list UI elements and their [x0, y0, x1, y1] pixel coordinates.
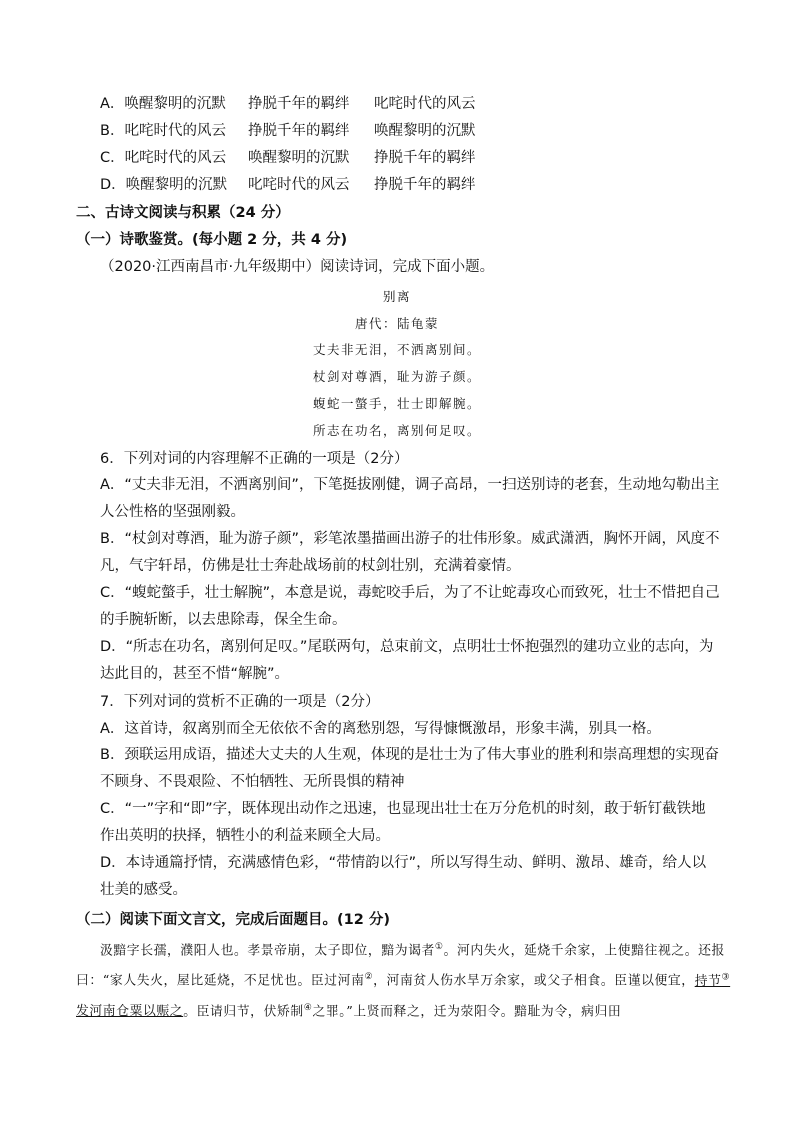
- poem-author: 唐代：陆龟蒙: [354, 316, 439, 331]
- q7-option-c: C．“一”字和“即”字，既体现出动作之迅速，也显现出壮士在万分危机的时刻，敢于斩钉截铁地作出英明的抉择，牺牲小的利益来顾全大局。: [100, 801, 706, 844]
- subsection-1-title: （一）诗歌鉴赏。(每小题 2 分，共 4 分): [76, 232, 348, 248]
- q5-option-c: C．叱咤时代的风云 唤醒黎明的沉默 挣脱千年的羁绊: [100, 150, 476, 166]
- q6-option-c: C．“蝮蛇螫手，壮士解腕”，本意是说，毒蛇咬手后，为了不让蛇毒攻心而致死，壮士不惜把自己的手腕斩断，以去患除毒，保全生命。: [100, 585, 720, 628]
- classical-passage: 汲黯字长孺，濮阳人也。孝景帝崩，太子即位，黯为谒者①。河内失火，延烧千余家，上使黯往视之。还报曰：“家人失火，屋比延烧，不足忧也。臣过河南②，河南贫人伤水旱万余家，或父子相食。臣谨以便宜，持节③发河南仓粟以赈之。臣请归节，伏矫制④之罪。”上贤而释之，迁为荥阳令。黯耻为令，病归田: [76, 942, 731, 1019]
- q7-option-a: A．这首诗，叙离别而全无依依不舍的离愁别怨，写得慷慨激昂，形象丰满，别具一格。: [100, 721, 661, 737]
- q7-stem: 7．下列对词的赏析不正确的一项是（2分）: [100, 694, 380, 710]
- subsection-2-title: （二）阅读下面文言文，完成后面题目。(12 分): [76, 912, 390, 928]
- poem-line: 杖剑对尊酒，耻为游子颜。: [312, 369, 481, 384]
- poem-line: 所志在功名，离别何足叹。: [312, 423, 481, 438]
- q6-stem: 6．下列对词的内容理解不正确的一项是（2分）: [100, 451, 409, 467]
- q5-option-a: A．唤醒黎明的沉默 挣脱千年的羁绊 叱咤时代的风云: [100, 96, 476, 112]
- q6-option-d: D．“所志在功名，离别何足叹。”尾联两句，总束前文，点明壮士怀抱强烈的建功立业的志向，为达此目的，甚至不惜“解腕”。: [100, 639, 714, 682]
- poem-title: 别离: [382, 289, 411, 304]
- q7-option-b: B．颈联运用成语，描述大丈夫的人生观，体现的是壮士为了伟大事业的胜利和崇高理想的实现奋不顾身、不畏艰险、不怕牺牲、无所畏惧的精神: [100, 747, 719, 790]
- poem-line: 蝮蛇一螫手，壮士即解腕。: [312, 396, 481, 411]
- q7-option-d: D．本诗通篇抒情，充满感情色彩，“带情韵以行”，所以写得生动、鲜明、激昂、雄奇，给人以壮美的感受。: [100, 855, 707, 898]
- q6-option-a: A．“丈夫非无泪，不洒离别间”，下笔挺拔刚健，调子高昂，一扫送别诗的老套，生动地勾勒出主人公性格的坚强刚毅。: [100, 477, 720, 520]
- q5-option-d: D．唤醒黎明的沉默 叱咤时代的风云 挣脱千年的羁绊: [100, 177, 476, 193]
- q5-option-b: B．叱咤时代的风云 挣脱千年的羁绊 唤醒黎明的沉默: [100, 123, 476, 139]
- q6-option-b: B．“杖剑对尊酒，耻为游子颜”，彩笔浓墨描画出游子的壮伟形象。威武潇洒，胸怀开阔，风度不凡，气宇轩昂，仿佛是壮士奔赴战场前的杖剑壮别，充满着豪情。: [100, 531, 720, 574]
- underlined-phrase: 持节③发河南仓粟以赈之: [76, 972, 731, 1019]
- subsection-1-intro: （2020·江西南昌市·九年级期中）阅读诗词，完成下面小题。: [100, 259, 495, 275]
- poem-line: 丈夫非无泪，不洒离别间。: [312, 342, 481, 357]
- section-2-title: 二、古诗文阅读与积累（24 分）: [76, 205, 290, 221]
